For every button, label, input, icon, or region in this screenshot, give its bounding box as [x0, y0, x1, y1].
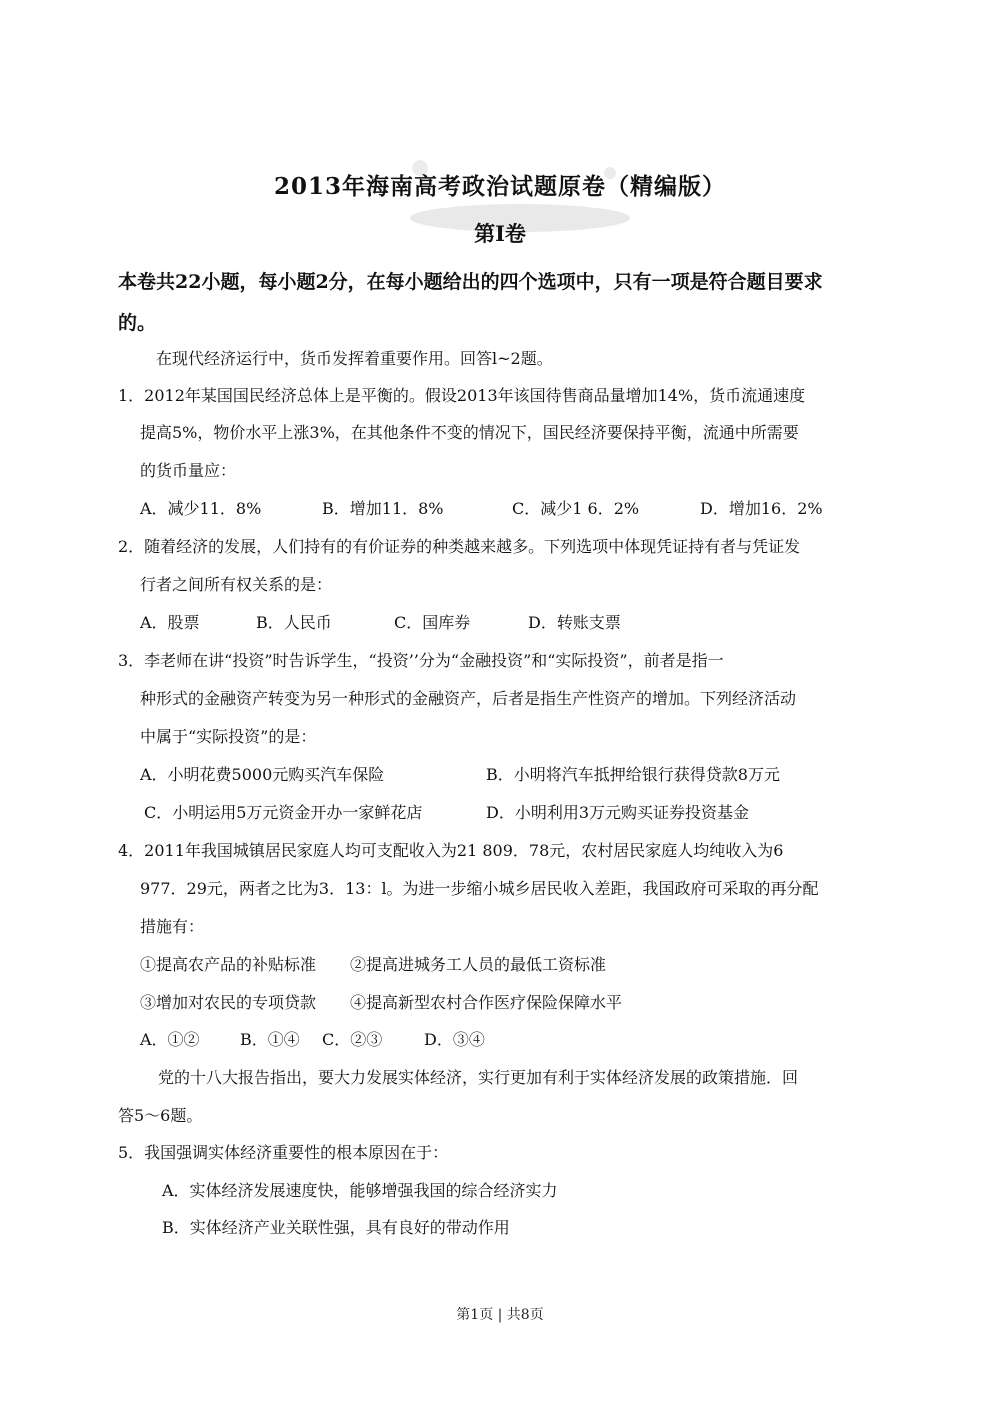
- instructions-line-1: 本卷共22小题，每小题2分，在每小题给出的四个选项中，只有一项是符合题目要求: [118, 271, 823, 293]
- question-4-line-2: 977．29元，两者之比为3．13：l。为进一步缩小城乡居民收入差距，我国政府可采取的再分配: [140, 879, 819, 898]
- page-footer: 第1页 | 共8页: [456, 1307, 544, 1323]
- question-1-option-c: C．减少1 6．2%: [512, 499, 640, 518]
- question-4-line-1: 4．2011年我国城镇居民家庭人均可支配收入为21 809．78元，农村居民家庭人均纯收入为6: [118, 841, 784, 860]
- question-2-option-d: D．转账支票: [528, 613, 621, 632]
- question-3-line-3: 中属于“实际投资”的是：: [140, 727, 317, 746]
- question-4-item-1: ①提高农产品的补贴标准: [140, 955, 317, 974]
- question-5-line-1: 5．我国强调实体经济重要性的根本原因在于：: [118, 1143, 449, 1162]
- question-2-line-1: 2．随着经济的发展，人们持有的有价证券的种类越来越多。下列选项中体现凭证持有者与凭证发: [118, 537, 801, 556]
- intro-paragraph-2-line-2: 答5～6题。: [118, 1106, 203, 1125]
- intro-paragraph-1: 在现代经济运行中，货币发挥着重要作用。回答l~2题。: [156, 349, 553, 368]
- question-2-line-2: 行者之间所有权关系的是：: [140, 575, 333, 594]
- question-1-option-d: D．增加16．2%: [700, 499, 823, 518]
- question-5-option-b: B．实体经济产业关联性强，具有良好的带动作用: [162, 1218, 510, 1237]
- question-5-option-a: A．实体经济发展速度快，能够增强我国的综合经济实力: [162, 1181, 558, 1200]
- intro-paragraph-2-line-1: 党的十八大报告指出，要大力发展实体经济，实行更加有利于实体经济发展的政策措施．回: [158, 1068, 799, 1087]
- section-heading: 第I卷: [474, 221, 526, 246]
- question-2-option-b: B．人民币: [256, 613, 332, 632]
- question-4-option-a: A．①②: [140, 1030, 200, 1049]
- question-1-option-b: B．增加11．8%: [322, 499, 444, 518]
- question-1-line-2: 提高5%，物价水平上涨3%，在其他条件不变的情况下，国民经济要保持平衡，流通中所需要: [140, 423, 799, 442]
- question-4-option-d: D．③④: [424, 1030, 485, 1049]
- question-4-item-2: ②提高进城务工人员的最低工资标准: [350, 955, 607, 974]
- question-4-item-3: ③增加对农民的专项贷款: [140, 993, 317, 1012]
- question-4-option-c: C．②③: [322, 1030, 383, 1049]
- question-3-line-1: 3．李老师在讲“投资”时告诉学生，“投资’’分为“金融投资”和“实际投资”，前者是指一: [118, 651, 724, 670]
- question-1-line-1: 1．2012年某国国民经济总体上是平衡的。假设2013年该国待售商品量增加14%，货币流通速度: [118, 386, 806, 405]
- question-4-option-b: B．①④: [240, 1030, 300, 1049]
- question-1-option-a: A．减少11．8%: [140, 499, 262, 518]
- instructions-line-2: 的。: [118, 312, 157, 334]
- question-4-line-3: 措施有：: [140, 917, 205, 936]
- exam-title: 2013年海南高考政治试题原卷（精编版）: [273, 173, 726, 200]
- question-4-item-4: ④提高新型农村合作医疗保险保障水平: [350, 993, 623, 1012]
- question-2-option-c: C．国库券: [394, 613, 471, 632]
- question-3-line-2: 种形式的金融资产转变为另一种形式的金融资产，后者是指生产性资产的增加。下列经济活动: [140, 689, 797, 708]
- question-3-option-c: C．小明运用5万元资金开办一家鲜花店: [144, 803, 423, 822]
- question-3-option-d: D．小明利用3万元购买证券投资基金: [486, 803, 750, 822]
- question-1-line-3: 的货币量应：: [140, 461, 237, 480]
- question-3-option-b: B．小明将汽车抵押给银行获得贷款8万元: [486, 765, 780, 784]
- question-3-option-a: A．小明花费5000元购买汽车保险: [140, 765, 385, 784]
- question-2-option-a: A．股票: [140, 613, 200, 632]
